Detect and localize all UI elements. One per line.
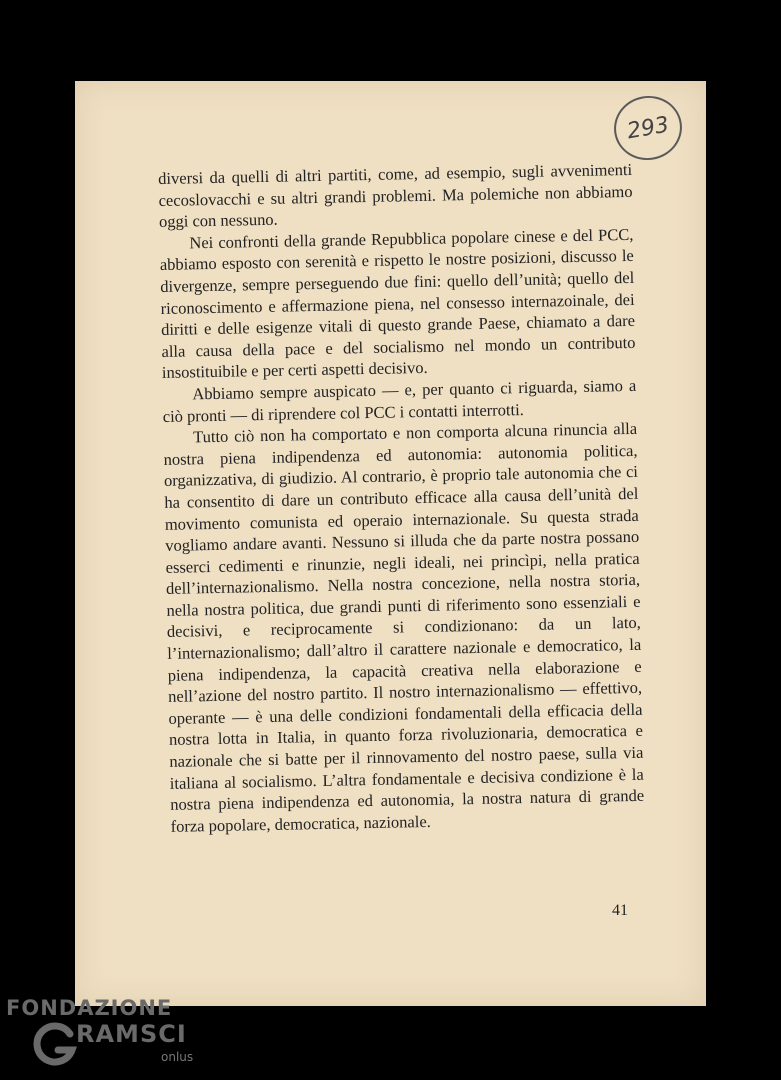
watermark-line2: RAMSCI [76,1020,187,1048]
watermark-line1: FONDAZIONE [6,996,173,1020]
folio-number: 293 [625,112,671,144]
body-text [158,159,645,837]
paragraph-2: Nei confronti della grande Repubblica popolare cinese e del PCC, abbiamo esposto con serenità e rispetto le nostre posizioni, discusso le divergenze, sempre perseguendo due fini: quello dell’unità; quello del riconoscimento e affermazione piena, nel consesso internazoinale, dei diritti e delle esigenze vitali di questo grande Paese, chiamato a dare alla causa della pace e del socialismo nel mondo un contributo insostituibile e per certi aspetti decisivo. [159,224,636,383]
paragraph-1: diversi da quelli di altri partiti, come, ad esempio, sugli avvenimenti cecoslovacchi e su altri grandi problemi. Ma polemiche non abbiamo oggi con nessuno. [158,159,633,232]
fondazione-gramsci-watermark [6,996,196,1076]
gramsci-g-logo-icon [32,1022,78,1068]
watermark-suffix: onlus [161,1050,194,1064]
paragraph-3: Abbiamo sempre auspicato — e, per quanto ci riguarda, siamo a ciò pronti — di riprendere col PCC i contatti interrotti. [162,375,637,426]
paragraph-4: Tutto ciò non ha comportato e non comporta alcuna rinuncia alla nostra piena indipendenza ed autonomia: autonomia politica, organizzativa, di giudizio. Al contrario, è proprio tale autonomia che ci ha consentito di dare un contributo efficace alla causa dell’unità del movimento comunista ed operaio internazionale. Su questa strada vogliamo andare avanti. Nessuno si illuda che da parte nostra possano esserci cedimenti e rinunzie, negli ideali, nei princìpi, nella pratica dell’internazionalismo. Nella nostra concezione, nella nostra storia, nella nostra politica, due grandi punti di riferimento sono essenziali e decisivi, e reciprocamente si condizionano: da un lato, l’internazionalismo; dall’altro il carattere nazionale e democratico, la piena indipendenza, la capacità creativa nella elaborazione e nell’azione del nostro partito. Il nostro internazionalismo — effettivo, operante — è una delle condizioni fondamentali della efficacia della nostra lotta in Italia, in quanto forza rivoluzionaria, democratica e nazionale che si batte per il rinnovamento del nostro paese, sulla via italiana al socialismo. L’altra fondamentale e decisiva condizione è la nostra piena indipendenza ed autonomia, la nostra natura di grande forza popolare, democratica, nazionale. [163,418,645,836]
page-number: 41 [612,902,628,919]
